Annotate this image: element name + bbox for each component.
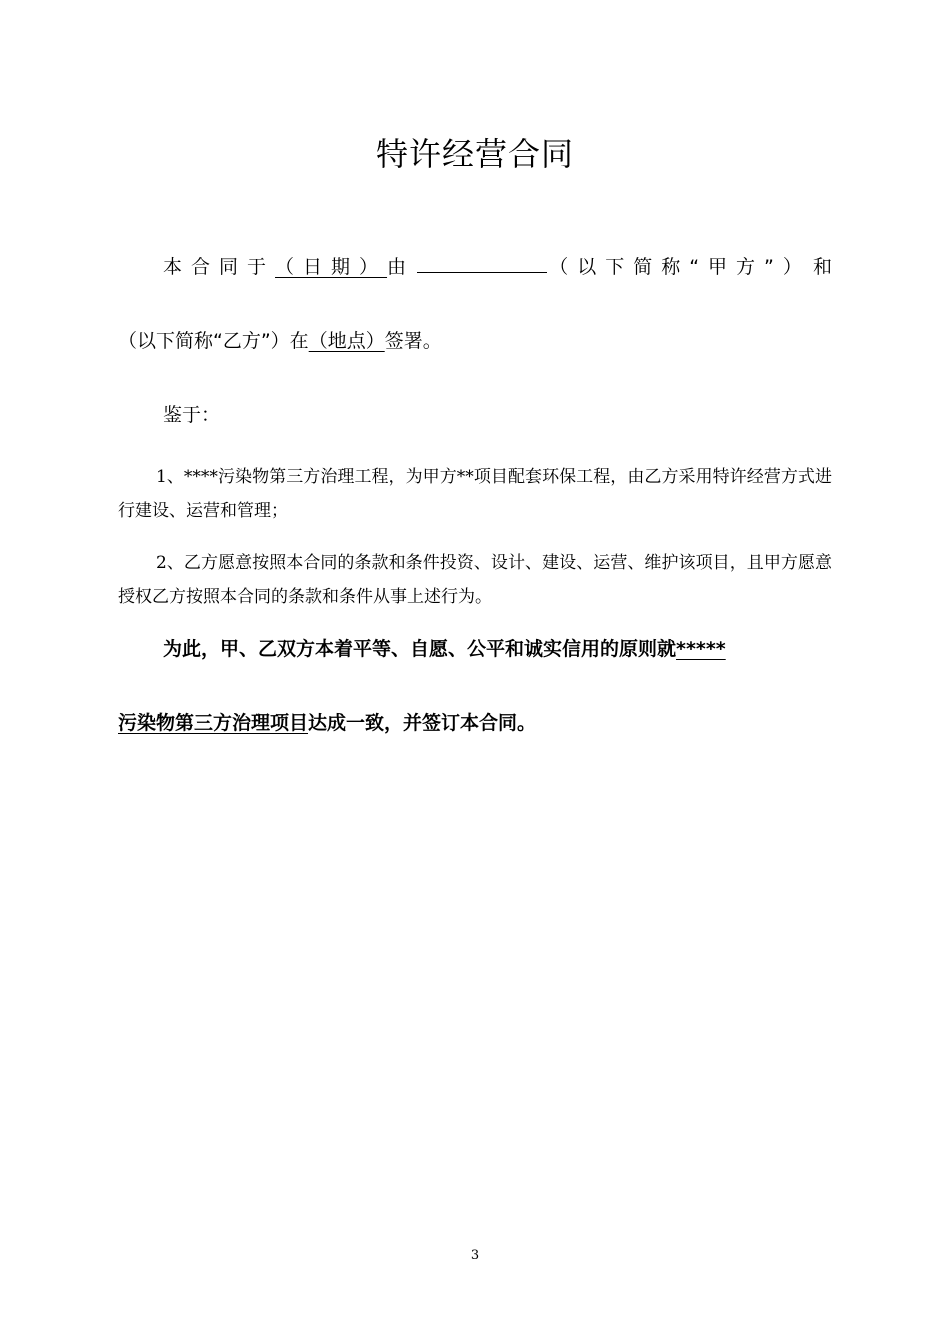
closing-line-2	[118, 704, 832, 742]
signed-text: 签署。	[384, 330, 442, 352]
closing-line-1	[163, 630, 823, 668]
intro-line-1	[118, 250, 832, 284]
party-a-suffix: （以下简称“甲方”）	[549, 256, 811, 278]
closing-underlined-1: *****	[676, 638, 726, 660]
whereas-item-2: 2、乙方愿意按照本合同的条款和条件投资、设计、建设、运营、维护该项目，且甲方愿意授权乙方按照本合同的条款和条件从事上述行为。	[118, 553, 832, 607]
and-word: 和	[812, 256, 832, 278]
whereas-heading: 鉴于：	[163, 404, 221, 426]
party-b-suffix: （以下简称“乙方”）在	[118, 330, 309, 352]
date-field: （日期）	[275, 256, 388, 278]
contract-title: 特许经营合同	[375, 135, 574, 173]
closing-text-1: 为此，甲、乙双方本着平等、自愿、公平和诚实信用的原则就	[163, 638, 677, 660]
intro-line-2	[118, 324, 832, 358]
closing-underlined-2: 污染物第三方治理项目	[118, 712, 309, 734]
whereas-item-1: 1、****污染物第三方治理工程，为甲方**项目配套环保工程，由乙方采用特许经营方式进行建设、运营和管理；	[118, 467, 832, 521]
intro-prefix: 本合同于（日期）由	[163, 256, 416, 278]
closing-text-2: 达成一致，并签订本合同。	[308, 712, 537, 734]
party-a-blank	[417, 250, 547, 273]
page-number: 3	[470, 1248, 480, 1263]
place-field: （地点）	[308, 330, 385, 352]
